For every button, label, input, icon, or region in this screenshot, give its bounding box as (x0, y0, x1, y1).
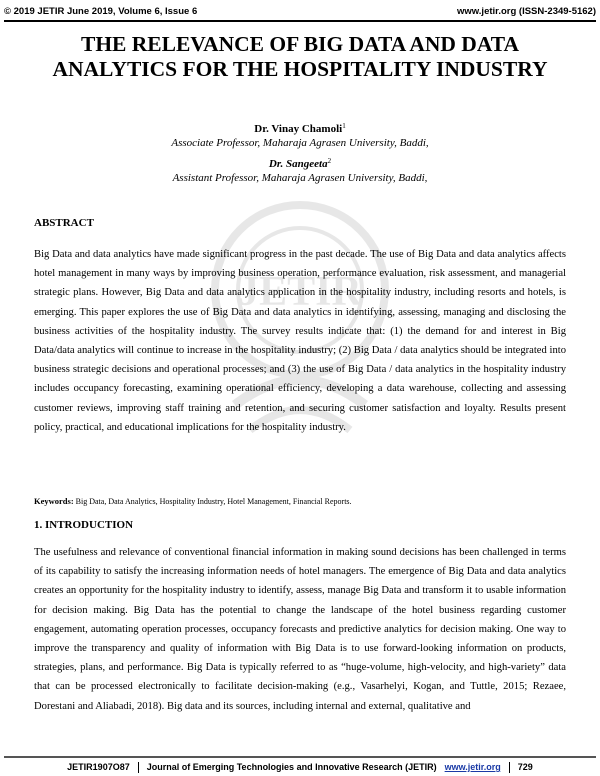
footer-separator (509, 762, 510, 773)
author-1 (0, 122, 600, 150)
header-journal-link[interactable]: www.jetir.org (ISSN-2349-5162) (456, 6, 596, 17)
running-footer (0, 760, 600, 774)
author-1-name: Dr. Vinay Chamoli (254, 123, 343, 135)
header-issue-info: © 2019 JETIR June 2019, Volume 6, Issue 6 (4, 6, 198, 17)
author-2-affiliation: Assistant Professor, Maharaja Agrasen University, Baddi, (172, 172, 428, 184)
footer-paper-id: JETIR1907O87 (67, 762, 130, 772)
author-1-sup: 1 (342, 122, 346, 130)
introduction-heading: 1. INTRODUCTION (34, 519, 134, 531)
footer-separator (138, 762, 139, 773)
footer-page-number: 729 (517, 762, 533, 772)
watermark-text: JETIR (238, 269, 362, 315)
abstract-text: Big Data and data analytics have made significant progress in the past decade. The use of Big Data and data analytics affects hotel management in many ways by improving business operation, performance evaluation, risk assessment, and managerial strategic plans. However, Big Data and data analytics application in the hospitality industry, including resorts and hotels, is emerging. This paper explores the use of Big Data and data analytics in identifying, assessing, managing and disclosing the business activities of the hospitality industry. The survey results indicate that: (1) the demand for and interest in Big Data/data analytics will continue to increase in the hospitality industry; (2) Big Data / data analytics should be integrated into business strategic decisions and operational processes; and (3) the use of Big Data / data analytics in the hospitality industry includes occupancy forecasting, examining operational efficiency, developing a data warehouse, collecting and assessing customer reviews, improving staff training and retention, and securing customer satisfaction and loyalty. Results present policy, practical, and educational implications for the hospitality industry. (34, 249, 566, 433)
header-divider (4, 20, 596, 22)
author-2-name: Dr. Sangeeta (268, 158, 328, 170)
keywords (34, 495, 566, 508)
paper-title: THE RELEVANCE OF BIG DATA AND DATA ANALYTICS FOR THE HOSPITALITY INDUSTRY (52, 32, 548, 81)
author-2-sup: 2 (327, 157, 332, 165)
introduction-text: The usefulness and relevance of conventional financial information in making sound decisions has been challenged in terms of its capability to satisfy the increasing information needs of hotel managers. The emergence of Big Data and data analytics creates an opportunity for the hospitality industry to identify, assess, manage Big Data and transform it to usable information for decision making. Big Data has the potential to change the landscape of the hotel business regarding customer engagement, automating operation processes, occupancy forecasts and predictive analytics for decision making. One way to improve the transparency and quality of information with Big Data is to use forward-looking information on products, strategies, plans, and performance. Big Data is typically referred to as “huge-volume, high-velocity, and high-variety” data that can be processed electronically to facilitate decision-making (e.g., Vasarhelyi, Kogan, and Tuttle, 2015; Rezaee, Dorestani and Aliabadi, 2018). Big data and its sources, including internal and external, qualitative and (34, 547, 566, 712)
running-header (4, 6, 596, 20)
footer-journal-link[interactable]: www.jetir.org (444, 762, 501, 772)
keywords-text: Big Data, Data Analytics, Hospitality Industry, Hotel Management, Financial Reports. (73, 497, 352, 506)
footer-divider (4, 756, 596, 758)
author-1-affiliation: Associate Professor, Maharaja Agrasen University, Baddi, (171, 137, 429, 149)
author-2 (0, 157, 600, 185)
keywords-label: Keywords: (34, 496, 74, 506)
footer-journal-name: Journal of Emerging Technologies and Innovative Research (JETIR) (146, 762, 437, 772)
abstract-heading: ABSTRACT (34, 217, 94, 229)
